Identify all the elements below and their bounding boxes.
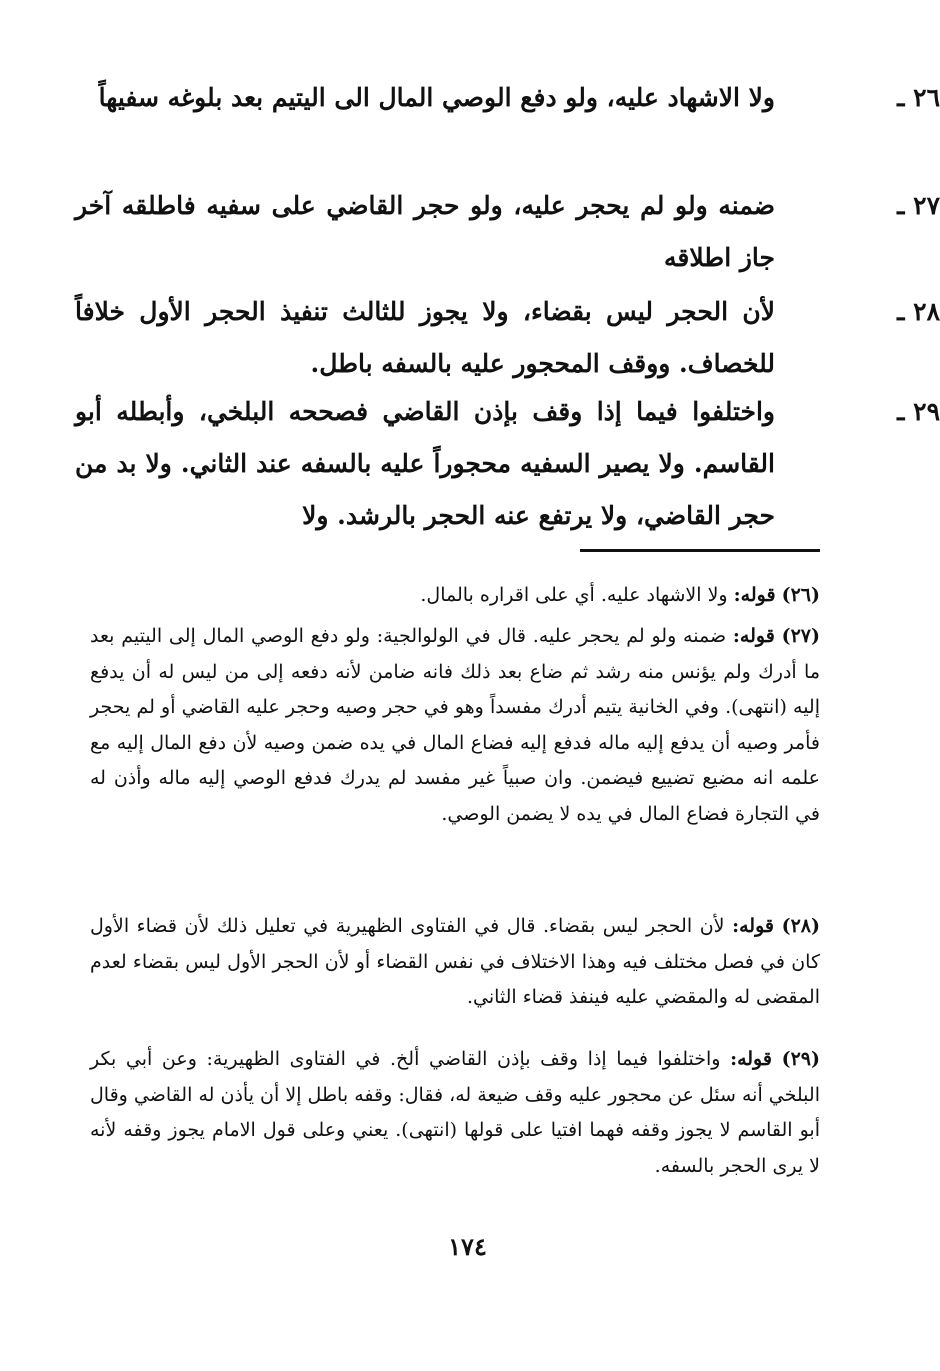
- main-paragraph-27: [75, 180, 940, 284]
- paragraph-number: ٢٦ ـ: [897, 83, 940, 112]
- footnote-ref: (٢٩): [781, 1048, 820, 1070]
- footnote-text: واختلفوا فيما إذا وقف بإذن القاضي ألخ. في الفتاوى الظهيرية: وعن أبي بكر البلخي أنه سئل عن محجور عليه وقف ضيعة له، فقال: وقفه باطل إلا أن يأذن له القاضي وقال أبو القاسم لا يجوز وقفه فهما افتيا على قولها (انتهى). يعني وعلى قول الامام يجوز وقفه لأنه لا يرى الحجر بالسفه.: [90, 1048, 820, 1177]
- paragraph-number: ٢٩ ـ: [897, 397, 940, 426]
- footnote-key: قوله:: [733, 584, 776, 606]
- footnote-text: ولا الاشهاد عليه. أي على اقراره بالمال.: [420, 584, 728, 606]
- main-paragraph-26: [75, 72, 940, 124]
- main-paragraph-29: [75, 386, 940, 542]
- footnote-27: [90, 619, 820, 832]
- footnote-ref: (٢٧): [781, 625, 821, 647]
- paragraph-text: واختلفوا فيما إذا وقف بإذن القاضي فصححه البلخي، وأبطله أبو القاسم. ولا يصير السفيه محجوراً عليه بالسفه عند الثاني. ولا بد من حجر القاضي، ولا يرتفع عنه الحجر بالرشد. ولا: [75, 397, 775, 530]
- footnote-28: [90, 909, 820, 1016]
- footnote-26: [90, 578, 820, 614]
- page-number: ١٧٤: [448, 1232, 487, 1261]
- paragraph-number: ٢٨ ـ: [897, 297, 940, 326]
- footnote-text: ضمنه ولو لم يحجر عليه. قال في الولوالجية: ولو دفع الوصي المال إلى اليتيم بعد ما أدرك ولم يؤنس منه رشد ثم ضاع بعد ذلك فانه ضامن لأنه دفعه إلى من ليس له أن يدفع إليه (انتهى). وفي الخانية يتيم أدرك مفسداً وهو في حجر وصيه وحجر عليه القاضي أو لم يحجر فأمر وصيه أن يدفع إليه ماله فدفع إليه فضاع المال في يده ضمن وصيه لأن دفع المال إليه مع علمه انه مضيع تضييع فيضمن. وان صبياً غير مفسد لم يدرك فدفع الوصي إليه ماله وأذن له في التجارة فضاع المال في يده لا يضمن الوصي.: [90, 625, 820, 825]
- footnote-separator: [580, 549, 820, 552]
- footnote-key: قوله:: [732, 915, 774, 937]
- footnote-key: قوله:: [732, 625, 775, 647]
- paragraph-text: لأن الحجر ليس بقضاء، ولا يجوز للثالث تنفيذ الحجر الأول خلافاً للخصاف. ووقف المحجور عليه بالسفه باطل.: [75, 297, 775, 378]
- footnote-ref: (٢٦): [781, 584, 820, 606]
- footnote-ref: (٢٨): [781, 915, 820, 937]
- footnote-key: قوله:: [730, 1048, 772, 1070]
- footnote-text: لأن الحجر ليس بقضاء. قال في الفتاوى الظهيرية في تعليل ذلك لأن قضاء الأول كان في فصل مختلف فيه وهذا الاختلاف في نفس القضاء أو لأن الحجر الأول ليس بقضاء لعدم المقضى له والمقضي عليه فينفذ قضاء الثاني.: [90, 915, 820, 1008]
- paragraph-text: ولا الاشهاد عليه، ولو دفع الوصي المال الى اليتيم بعد بلوغه سفيهاً: [98, 83, 775, 112]
- footnote-29: [90, 1042, 820, 1184]
- paragraph-text: ضمنه ولو لم يحجر عليه، ولو حجر القاضي على سفيه فاطلقه آخر جاز اطلاقه: [75, 191, 775, 272]
- paragraph-number: ٢٧ ـ: [897, 191, 940, 220]
- main-paragraph-28: [75, 286, 940, 390]
